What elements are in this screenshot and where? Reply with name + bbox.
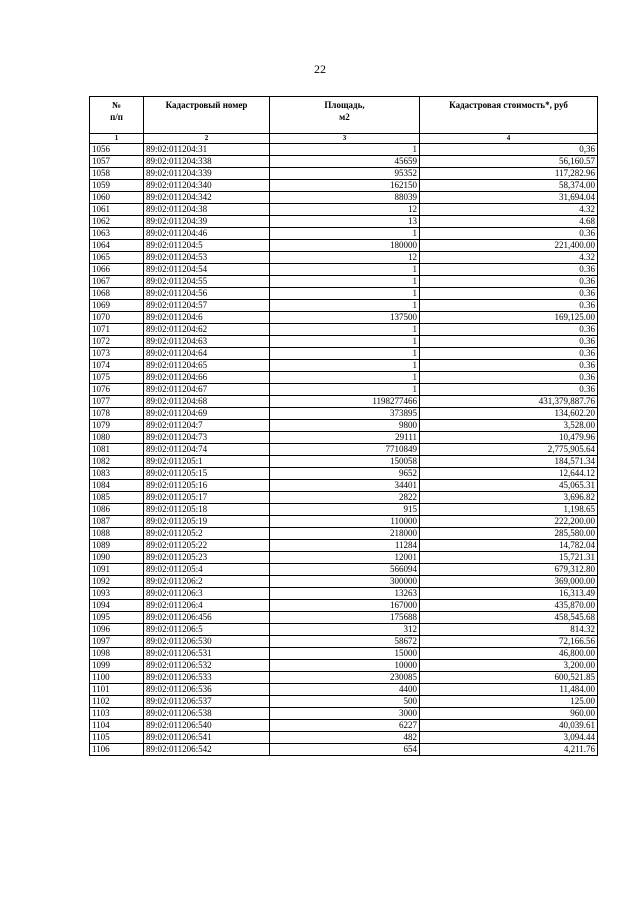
row-number-cell: 1076 (90, 384, 144, 396)
table-row (90, 240, 598, 252)
cost-cell: 58,374.00 (420, 180, 598, 192)
area-cell: 1 (270, 144, 420, 156)
area-cell: 230085 (270, 672, 420, 684)
table-row (90, 492, 598, 504)
table-row (90, 324, 598, 336)
table-row (90, 468, 598, 480)
table-row (90, 300, 598, 312)
cadastral-number-cell: 89:02:011204:338 (144, 156, 270, 168)
row-number-cell: 1086 (90, 504, 144, 516)
row-number-cell: 1102 (90, 696, 144, 708)
cost-cell: 0.36 (420, 288, 598, 300)
area-cell: 150058 (270, 456, 420, 468)
row-number-cell: 1090 (90, 552, 144, 564)
cadastral-number-cell: 89:02:011204:66 (144, 372, 270, 384)
table-row (90, 288, 598, 300)
cost-cell: 184,571.34 (420, 456, 598, 468)
header-cost (420, 97, 598, 134)
area-cell: 12 (270, 252, 420, 264)
row-number-cell: 1073 (90, 348, 144, 360)
row-number-cell: 1081 (90, 444, 144, 456)
cadastral-number-cell: 89:02:011204:56 (144, 288, 270, 300)
table-row (90, 372, 598, 384)
area-cell: 167000 (270, 600, 420, 612)
cadastral-table (89, 96, 598, 756)
row-number-cell: 1098 (90, 648, 144, 660)
cost-cell: 134,602.20 (420, 408, 598, 420)
row-number-cell: 1059 (90, 180, 144, 192)
area-cell: 7710849 (270, 444, 420, 456)
header-row (90, 97, 598, 134)
table-row (90, 348, 598, 360)
cadastral-number-cell: 89:02:011206:456 (144, 612, 270, 624)
table-row (90, 360, 598, 372)
table-row (90, 708, 598, 720)
table-row (90, 444, 598, 456)
table-row (90, 540, 598, 552)
row-number-cell: 1056 (90, 144, 144, 156)
cost-cell: 369,000.00 (420, 576, 598, 588)
row-number-cell: 1092 (90, 576, 144, 588)
table-row (90, 168, 598, 180)
row-number-cell: 1062 (90, 216, 144, 228)
area-cell: 58672 (270, 636, 420, 648)
row-number-cell: 1094 (90, 600, 144, 612)
cost-cell: 0.36 (420, 384, 598, 396)
table-row (90, 720, 598, 732)
cost-cell: 72,166.56 (420, 636, 598, 648)
row-number-cell: 1063 (90, 228, 144, 240)
row-number-cell: 1093 (90, 588, 144, 600)
cadastral-number-cell: 89:02:011206:537 (144, 696, 270, 708)
row-number-cell: 1077 (90, 396, 144, 408)
cadastral-number-cell: 89:02:011204:63 (144, 336, 270, 348)
header-cadastral-number (144, 97, 270, 134)
row-number-cell: 1091 (90, 564, 144, 576)
cost-cell: 46,800.00 (420, 648, 598, 660)
cost-cell: 15,721.31 (420, 552, 598, 564)
area-cell: 1 (270, 384, 420, 396)
header-area (270, 97, 420, 134)
cadastral-number-cell: 89:02:011206:2 (144, 576, 270, 588)
row-number-cell: 1071 (90, 324, 144, 336)
table-row (90, 336, 598, 348)
table-row (90, 588, 598, 600)
row-number-cell: 1065 (90, 252, 144, 264)
cadastral-number-cell: 89:02:011204:74 (144, 444, 270, 456)
cost-cell: 40,039.61 (420, 720, 598, 732)
table-body (90, 144, 598, 756)
area-cell: 1198277466 (270, 396, 420, 408)
cadastral-number-cell: 89:02:011205:18 (144, 504, 270, 516)
cost-cell: 0.36 (420, 336, 598, 348)
table-row (90, 672, 598, 684)
row-number-cell: 1104 (90, 720, 144, 732)
table-row (90, 216, 598, 228)
cost-cell: 458,545.68 (420, 612, 598, 624)
row-number-cell: 1097 (90, 636, 144, 648)
area-cell: 15000 (270, 648, 420, 660)
cost-cell: 4,211.76 (420, 744, 598, 756)
cadastral-number-cell: 89:02:011204:46 (144, 228, 270, 240)
table-row (90, 204, 598, 216)
table-row (90, 144, 598, 156)
table-row (90, 624, 598, 636)
area-cell: 10000 (270, 660, 420, 672)
row-number-cell: 1105 (90, 732, 144, 744)
area-cell: 4400 (270, 684, 420, 696)
cadastral-number-cell: 89:02:011204:38 (144, 204, 270, 216)
area-cell: 162150 (270, 180, 420, 192)
cost-cell: 435,870.00 (420, 600, 598, 612)
cost-cell: 3,200.00 (420, 660, 598, 672)
cadastral-number-cell: 89:02:011204:340 (144, 180, 270, 192)
area-cell: 2822 (270, 492, 420, 504)
row-number-cell: 1064 (90, 240, 144, 252)
cadastral-number-cell: 89:02:011206:532 (144, 660, 270, 672)
area-cell: 12 (270, 204, 420, 216)
column-number: 2 (144, 134, 270, 144)
cost-cell: 125.00 (420, 696, 598, 708)
table-row (90, 252, 598, 264)
row-number-cell: 1078 (90, 408, 144, 420)
table-row (90, 192, 598, 204)
cost-cell: 16,313.49 (420, 588, 598, 600)
row-number-cell: 1085 (90, 492, 144, 504)
cadastral-number-cell: 89:02:011205:4 (144, 564, 270, 576)
table-row (90, 516, 598, 528)
cadastral-number-cell: 89:02:011204:64 (144, 348, 270, 360)
cost-cell: 0.36 (420, 372, 598, 384)
cadastral-number-cell: 89:02:011204:342 (144, 192, 270, 204)
row-number-cell: 1084 (90, 480, 144, 492)
cadastral-number-cell: 89:02:011204:69 (144, 408, 270, 420)
cadastral-number-cell: 89:02:011204:6 (144, 312, 270, 324)
area-cell: 1 (270, 372, 420, 384)
table-row (90, 564, 598, 576)
area-cell: 1 (270, 360, 420, 372)
cadastral-number-cell: 89:02:011204:65 (144, 360, 270, 372)
row-number-cell: 1087 (90, 516, 144, 528)
table-row (90, 312, 598, 324)
cadastral-number-cell: 89:02:011204:68 (144, 396, 270, 408)
cost-cell: 2,775,905.64 (420, 444, 598, 456)
header-cost-label: Кадастровая стоимость*, руб (449, 100, 568, 110)
table-row (90, 504, 598, 516)
area-cell: 13 (270, 216, 420, 228)
table-row (90, 396, 598, 408)
cadastral-number-cell: 89:02:011205:15 (144, 468, 270, 480)
row-number-cell: 1083 (90, 468, 144, 480)
cost-cell: 31,694.04 (420, 192, 598, 204)
cadastral-number-cell: 89:02:011204:62 (144, 324, 270, 336)
table-row (90, 264, 598, 276)
cadastral-number-cell: 89:02:011204:31 (144, 144, 270, 156)
cost-cell: 4.68 (420, 216, 598, 228)
row-number-cell: 1072 (90, 336, 144, 348)
cost-cell: 0.36 (420, 300, 598, 312)
table-row (90, 696, 598, 708)
row-number-cell: 1066 (90, 264, 144, 276)
column-number: 1 (90, 134, 144, 144)
cadastral-number-cell: 89:02:011204:339 (144, 168, 270, 180)
cadastral-number-cell: 89:02:011204:54 (144, 264, 270, 276)
cadastral-number-cell: 89:02:011206:536 (144, 684, 270, 696)
area-cell: 482 (270, 732, 420, 744)
cost-cell: 0.36 (420, 360, 598, 372)
area-cell: 34401 (270, 480, 420, 492)
cadastral-number-cell: 89:02:011204:5 (144, 240, 270, 252)
table-row (90, 432, 598, 444)
cost-cell: 0.36 (420, 276, 598, 288)
cadastral-number-cell: 89:02:011204:73 (144, 432, 270, 444)
row-number-cell: 1106 (90, 744, 144, 756)
header-cadastral-number-label: Кадастровый номер (165, 100, 248, 110)
row-number-cell: 1101 (90, 684, 144, 696)
row-number-cell: 1082 (90, 456, 144, 468)
table-row (90, 744, 598, 756)
cadastral-number-cell: 89:02:011205:23 (144, 552, 270, 564)
cost-cell: 814.32 (420, 624, 598, 636)
row-number-cell: 1061 (90, 204, 144, 216)
area-cell: 1 (270, 276, 420, 288)
area-cell: 9800 (270, 420, 420, 432)
row-number-cell: 1080 (90, 432, 144, 444)
row-number-cell: 1100 (90, 672, 144, 684)
area-cell: 373895 (270, 408, 420, 420)
area-cell: 13263 (270, 588, 420, 600)
cost-cell: 3,696.82 (420, 492, 598, 504)
table-row (90, 420, 598, 432)
area-cell: 175688 (270, 612, 420, 624)
cadastral-number-cell: 89:02:011205:17 (144, 492, 270, 504)
area-cell: 1 (270, 324, 420, 336)
area-cell: 29111 (270, 432, 420, 444)
cost-cell: 4.32 (420, 252, 598, 264)
cost-cell: 222,200.00 (420, 516, 598, 528)
cost-cell: 3,094.44 (420, 732, 598, 744)
area-cell: 1 (270, 288, 420, 300)
cost-cell: 960.00 (420, 708, 598, 720)
table-row (90, 480, 598, 492)
area-cell: 3000 (270, 708, 420, 720)
table-row (90, 648, 598, 660)
cost-cell: 285,580.00 (420, 528, 598, 540)
cadastral-number-cell: 89:02:011205:1 (144, 456, 270, 468)
row-number-cell: 1096 (90, 624, 144, 636)
cost-cell: 11,484.00 (420, 684, 598, 696)
cost-cell: 12,644.12 (420, 468, 598, 480)
cost-cell: 0.36 (420, 264, 598, 276)
area-cell: 1 (270, 300, 420, 312)
cost-cell: 0.36 (420, 348, 598, 360)
cost-cell: 0.36 (420, 228, 598, 240)
table-row (90, 636, 598, 648)
cost-cell: 10,479.96 (420, 432, 598, 444)
cadastral-number-cell: 89:02:011205:16 (144, 480, 270, 492)
area-cell: 915 (270, 504, 420, 516)
area-cell: 180000 (270, 240, 420, 252)
header-area-label: Площадь, м2 (324, 100, 365, 122)
cost-cell: 169,125.00 (420, 312, 598, 324)
column-number-row (90, 134, 598, 144)
area-cell: 12001 (270, 552, 420, 564)
area-cell: 110000 (270, 516, 420, 528)
row-number-cell: 1067 (90, 276, 144, 288)
cadastral-number-cell: 89:02:011206:4 (144, 600, 270, 612)
table-row (90, 684, 598, 696)
area-cell: 312 (270, 624, 420, 636)
header-number-label: № п/п (110, 100, 123, 122)
cadastral-number-cell: 89:02:011204:67 (144, 384, 270, 396)
table-row (90, 600, 598, 612)
area-cell: 566094 (270, 564, 420, 576)
cadastral-number-cell: 89:02:011206:540 (144, 720, 270, 732)
table-row (90, 384, 598, 396)
cadastral-number-cell: 89:02:011204:7 (144, 420, 270, 432)
cadastral-number-cell: 89:02:011205:2 (144, 528, 270, 540)
cadastral-number-cell: 89:02:011206:5 (144, 624, 270, 636)
row-number-cell: 1075 (90, 372, 144, 384)
row-number-cell: 1074 (90, 360, 144, 372)
row-number-cell: 1099 (90, 660, 144, 672)
table-row (90, 528, 598, 540)
area-cell: 11284 (270, 540, 420, 552)
cadastral-number-cell: 89:02:011205:22 (144, 540, 270, 552)
cadastral-number-cell: 89:02:011205:19 (144, 516, 270, 528)
row-number-cell: 1095 (90, 612, 144, 624)
row-number-cell: 1103 (90, 708, 144, 720)
area-cell: 300000 (270, 576, 420, 588)
area-cell: 137500 (270, 312, 420, 324)
cadastral-number-cell: 89:02:011206:530 (144, 636, 270, 648)
table-row (90, 552, 598, 564)
cost-cell: 3,528.00 (420, 420, 598, 432)
cost-cell: 221,400.00 (420, 240, 598, 252)
area-cell: 1 (270, 228, 420, 240)
row-number-cell: 1058 (90, 168, 144, 180)
cadastral-number-cell: 89:02:011204:57 (144, 300, 270, 312)
cost-cell: 4.32 (420, 204, 598, 216)
table-row (90, 576, 598, 588)
row-number-cell: 1068 (90, 288, 144, 300)
table-row (90, 408, 598, 420)
cost-cell: 0,36 (420, 144, 598, 156)
area-cell: 6227 (270, 720, 420, 732)
area-cell: 95352 (270, 168, 420, 180)
cadastral-number-cell: 89:02:011206:533 (144, 672, 270, 684)
row-number-cell: 1060 (90, 192, 144, 204)
cadastral-number-cell: 89:02:011206:531 (144, 648, 270, 660)
row-number-cell: 1070 (90, 312, 144, 324)
table-row (90, 156, 598, 168)
cost-cell: 45,065.31 (420, 480, 598, 492)
area-cell: 1 (270, 336, 420, 348)
cost-cell: 56,160.57 (420, 156, 598, 168)
table-row (90, 732, 598, 744)
cadastral-number-cell: 89:02:011204:39 (144, 216, 270, 228)
table-row (90, 180, 598, 192)
cadastral-number-cell: 89:02:011206:541 (144, 732, 270, 744)
cost-cell: 600,521.85 (420, 672, 598, 684)
area-cell: 1 (270, 264, 420, 276)
cost-cell: 0.36 (420, 324, 598, 336)
area-cell: 500 (270, 696, 420, 708)
cost-cell: 117,282.96 (420, 168, 598, 180)
area-cell: 218000 (270, 528, 420, 540)
cost-cell: 679,312.80 (420, 564, 598, 576)
table-row (90, 228, 598, 240)
cost-cell: 431,379,887.76 (420, 396, 598, 408)
cadastral-number-cell: 89:02:011206:538 (144, 708, 270, 720)
cadastral-number-cell: 89:02:011206:3 (144, 588, 270, 600)
column-number: 4 (420, 134, 598, 144)
area-cell: 654 (270, 744, 420, 756)
row-number-cell: 1069 (90, 300, 144, 312)
cost-cell: 14,782.04 (420, 540, 598, 552)
area-cell: 88039 (270, 192, 420, 204)
cadastral-number-cell: 89:02:011204:53 (144, 252, 270, 264)
cadastral-number-cell: 89:02:011206:542 (144, 744, 270, 756)
table-row (90, 612, 598, 624)
area-cell: 45659 (270, 156, 420, 168)
cadastral-number-cell: 89:02:011204:55 (144, 276, 270, 288)
table-row (90, 276, 598, 288)
row-number-cell: 1057 (90, 156, 144, 168)
page-number: 22 (314, 62, 326, 76)
header-number (90, 97, 144, 134)
table-row (90, 456, 598, 468)
row-number-cell: 1089 (90, 540, 144, 552)
column-number: 3 (270, 134, 420, 144)
area-cell: 1 (270, 348, 420, 360)
table-row (90, 660, 598, 672)
row-number-cell: 1088 (90, 528, 144, 540)
cost-cell: 1,198.65 (420, 504, 598, 516)
row-number-cell: 1079 (90, 420, 144, 432)
area-cell: 9652 (270, 468, 420, 480)
